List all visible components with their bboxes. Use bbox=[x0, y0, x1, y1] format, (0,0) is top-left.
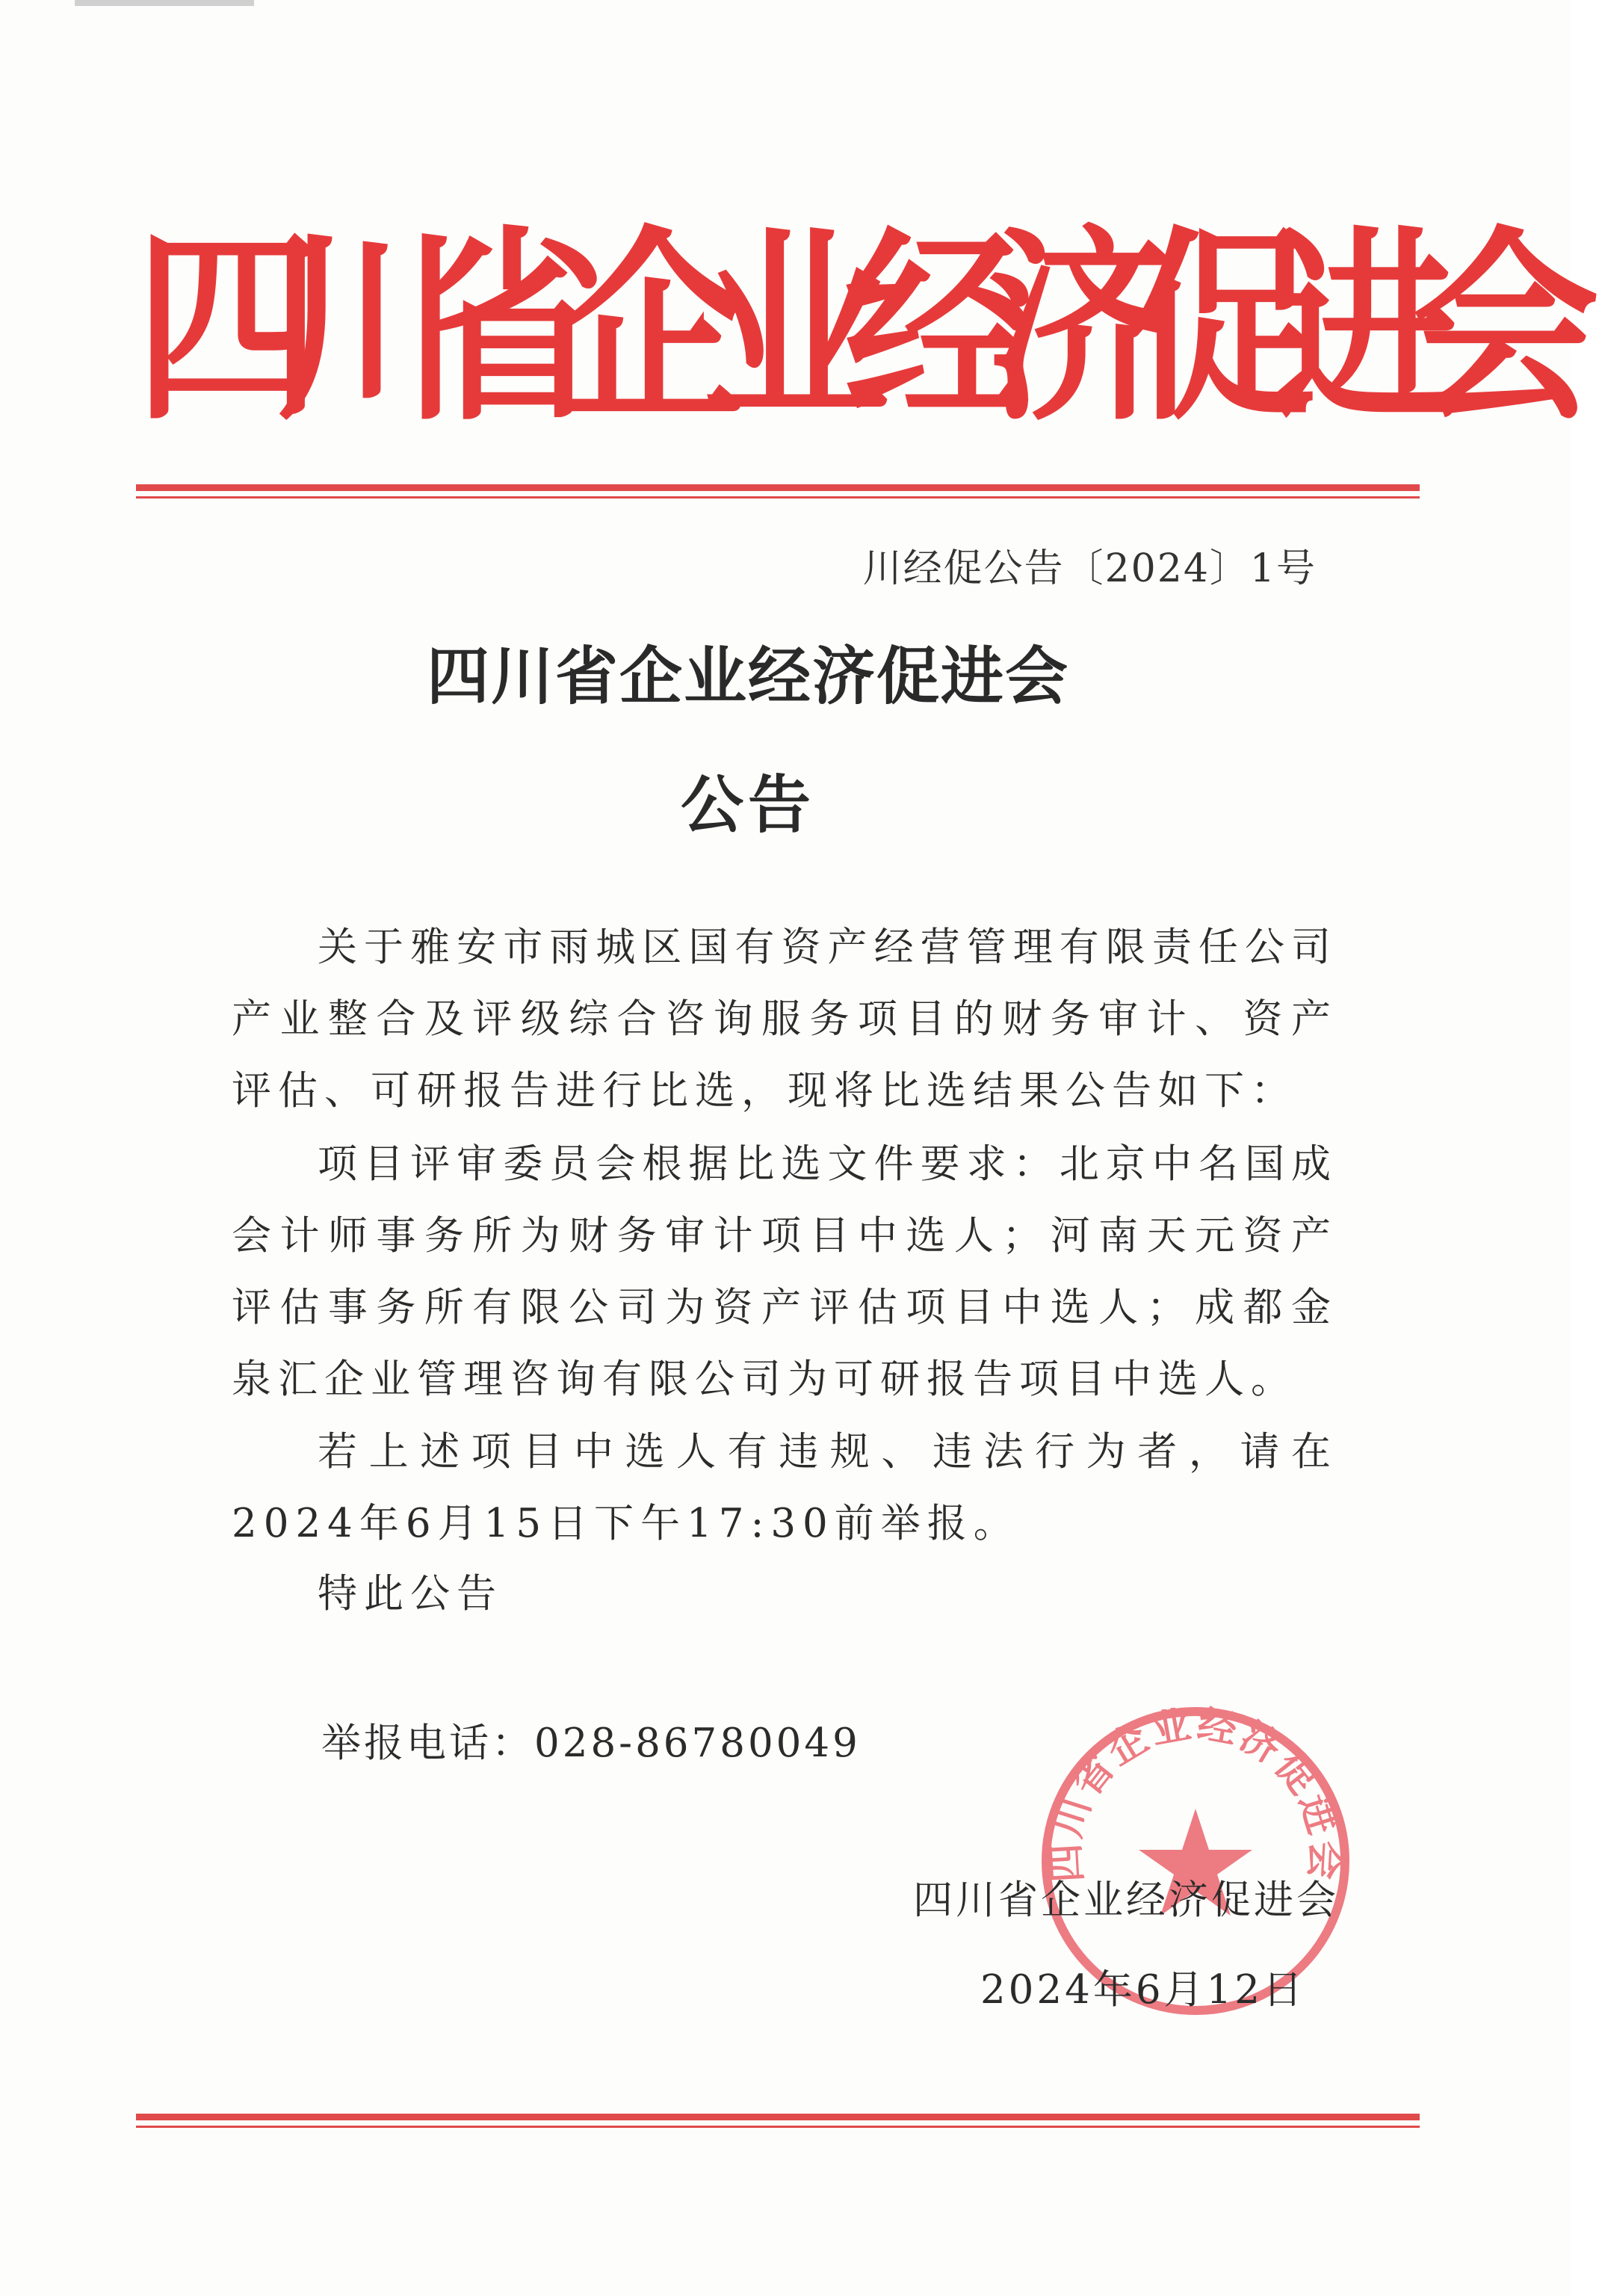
masthead-char: 促 bbox=[1128, 209, 1315, 448]
signature-date: 2024年6月12日 bbox=[980, 1967, 1305, 2013]
paragraph-text: 若上述项目中选人有违规、违法行为者，请在2024年6月15日下午17:30前举报。 bbox=[232, 1429, 1337, 1546]
footer-rule-thick bbox=[136, 2114, 1420, 2120]
body-paragraph-report bbox=[232, 1416, 1337, 1560]
masthead-char: 业 bbox=[702, 209, 889, 448]
body-paragraph-results bbox=[232, 1129, 1337, 1416]
seal-text: 四川省企业经济促进会 bbox=[1043, 1702, 1348, 1884]
masthead-char: 进 bbox=[1270, 209, 1457, 448]
masthead-char: 省 bbox=[418, 209, 605, 448]
heading-title: 公告 bbox=[680, 768, 815, 842]
paragraph-text: 关于雅安市雨城区国有资产经营管理有限责任公司产业整合及评级综合咨询服务项目的财务审计、资产评估、可研报告进行比选，现将比选结果公告如下： bbox=[232, 925, 1337, 1114]
masthead-char: 经 bbox=[844, 209, 1031, 448]
report-phone: 举报电话：028-86780049 bbox=[321, 1721, 861, 1766]
masthead-rule-thin bbox=[136, 496, 1420, 499]
footer-rule-thin bbox=[136, 2126, 1420, 2128]
paragraph-text: 项目评审委员会根据比选文件要求：北京中名国成会计师事务所为财务审计项目中选人；河南天元资产评估事务所有限公司为资产评估项目中选人；成都金泉汇企业管理咨询有限公司为可研报告项目中选人。 bbox=[232, 1141, 1337, 1402]
signature-organization: 四川省企业经济促进会 bbox=[913, 1877, 1339, 1923]
scan-artifact bbox=[75, 0, 254, 6]
masthead-char: 企 bbox=[560, 209, 747, 448]
masthead-char: 会 bbox=[1412, 209, 1599, 448]
paragraph-text: 特此公告 bbox=[318, 1571, 503, 1617]
masthead-char: 川 bbox=[276, 209, 463, 448]
masthead bbox=[134, 189, 1599, 469]
masthead-rule-thick bbox=[136, 484, 1420, 491]
body-paragraph-intro bbox=[232, 912, 1337, 1127]
heading-organization: 四川省企业经济促进会 bbox=[426, 640, 1069, 713]
masthead-char: 四 bbox=[134, 209, 321, 448]
document-number: 川经促公告〔2024〕1号 bbox=[862, 546, 1317, 591]
masthead-char: 济 bbox=[986, 209, 1173, 448]
body-paragraph-closing bbox=[232, 1558, 1337, 1630]
